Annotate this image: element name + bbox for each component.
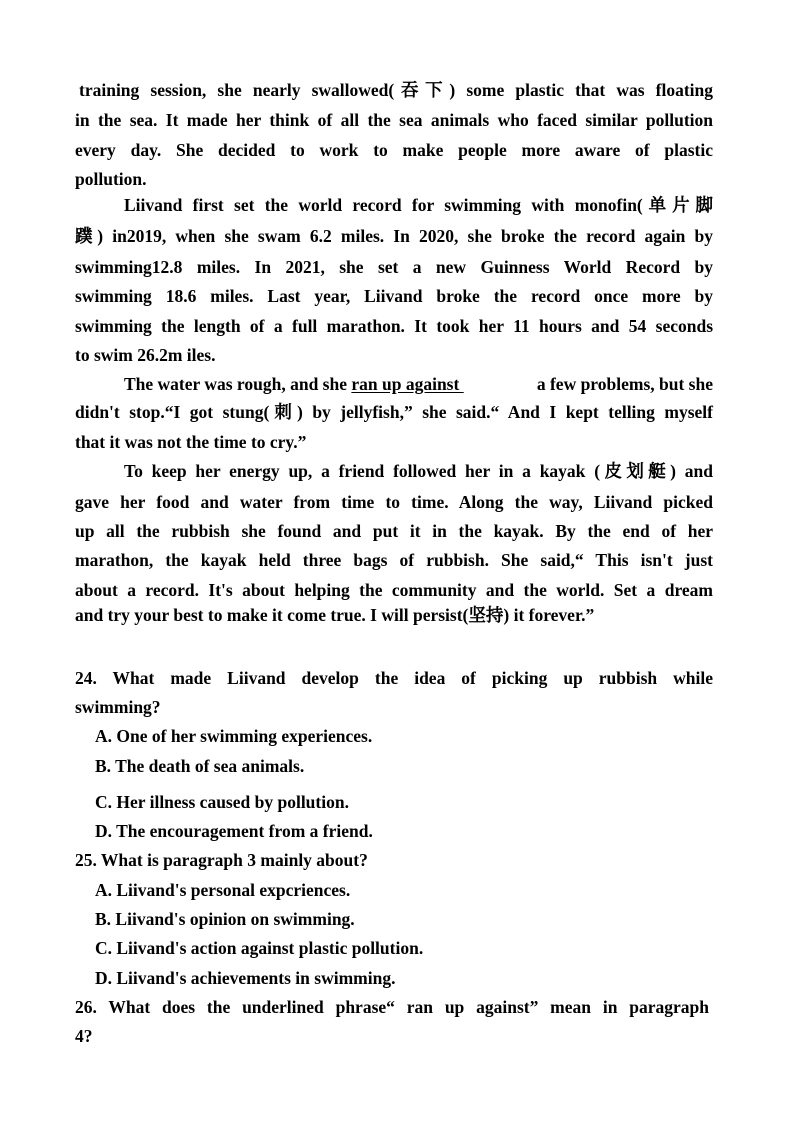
- question-26-cont: 4?: [75, 1026, 93, 1046]
- option-24-a: A. One of her swimming experiences.: [95, 726, 373, 746]
- passage-line: up all the rubbish she found and put it in the kayak. By the end of her: [75, 521, 713, 541]
- question-25: 25. What is paragraph 3 mainly about?: [75, 850, 368, 870]
- option-25-d: D. Liivand's achievements in swimming.: [95, 968, 396, 988]
- passage-line: [124, 373, 713, 395]
- passage-line: and try your best to make it come true. I will persist(坚持) it forever.”: [75, 605, 595, 625]
- question-24: 24. What made Liivand develop the idea of picking up rubbish while: [75, 668, 713, 688]
- passage-line: Liivand first set the world record for swimming with monofin(单片脚: [124, 195, 713, 215]
- passage-line: swimming12.8 miles. In 2021, she set a new Guinness World Record by: [75, 257, 713, 277]
- passage-line: gave her food and water from time to time. Along the way, Liivand picked: [75, 492, 713, 512]
- passage-line: in the sea. It made her think of all the sea animals who faced similar pollution: [75, 110, 713, 130]
- option-24-c: C. Her illness caused by pollution.: [95, 792, 349, 812]
- passage-line: that it was not the time to cry.”: [75, 432, 307, 452]
- passage-line: 蹼) in2019, when she swam 6.2 miles. In 2020, she broke the record again by: [75, 226, 713, 246]
- option-24-d: D. The encouragement from a friend.: [95, 821, 373, 841]
- passage-line: every day. She decided to work to make people more aware of plastic: [75, 140, 713, 160]
- question-24-cont: swimming?: [75, 697, 161, 717]
- option-25-c: C. Liivand's action against plastic pollution.: [95, 938, 424, 958]
- option-24-b: B. The death of sea animals.: [95, 756, 305, 776]
- option-25-b: B. Liivand's opinion on swimming.: [95, 909, 355, 929]
- option-25-a: A. Liivand's personal expcriences.: [95, 880, 351, 900]
- passage-line: to swim 26.2m iles.: [75, 345, 216, 365]
- passage-line: pollution.: [75, 169, 147, 189]
- underlined-phrase: ran up against: [351, 374, 464, 394]
- question-26: 26. What does the underlined phrase“ ran up against” mean in paragraph: [75, 997, 709, 1017]
- passage-line: marathon, the kayak held three bags of rubbish. She said,“ This isn't just: [75, 550, 713, 570]
- passage-text: The water was rough, and she: [124, 374, 352, 394]
- passage-text: a few problems, but she: [536, 374, 713, 394]
- passage-line: swimming the length of a full marathon. It took her 11 hours and 54 seconds: [75, 316, 713, 336]
- passage-line: swimming 18.6 miles. Last year, Liivand broke the record once more by: [75, 286, 713, 306]
- passage-line: about a record. It's about helping the community and the world. Set a dream: [75, 580, 713, 600]
- passage-line: training session, she nearly swallowed(吞下) some plastic that was floating: [79, 80, 713, 100]
- passage-line: didn't stop.“I got stung(刺) by jellyfish,” she said.“ And I kept telling myself: [75, 402, 713, 422]
- passage-line: To keep her energy up, a friend followed her in a kayak (皮划艇) and: [124, 461, 713, 481]
